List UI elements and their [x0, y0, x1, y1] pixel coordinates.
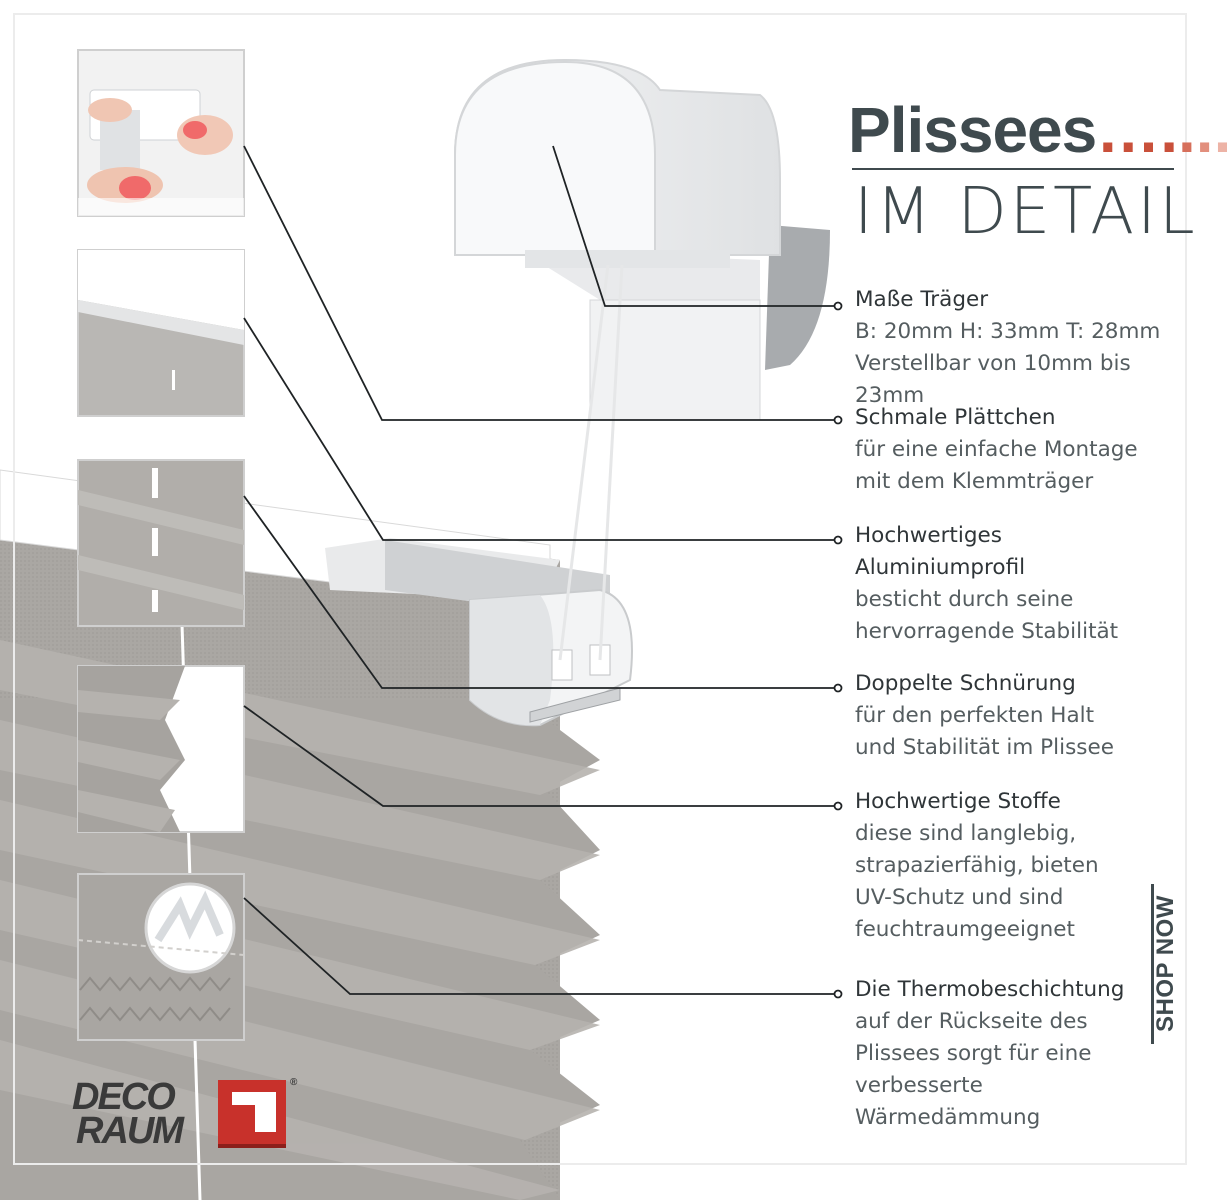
feature-line: Plissees sorgt für eine [855, 1041, 1092, 1066]
feature-line: für eine einfache Montage [855, 437, 1138, 462]
feature-line: UV-Schutz und sind [855, 885, 1064, 910]
shop-now-label[interactable]: SHOP NOW [1152, 895, 1179, 1032]
feature-line: und Stabilität im Plissee [855, 735, 1114, 760]
brand-line-2: RAUM [76, 1110, 182, 1152]
feature-double-cord [855, 668, 1195, 764]
feature-bracket-dimensions [855, 284, 1195, 412]
detail-thumbnail-cords [78, 460, 244, 626]
page-subtitle: IM DETAIL [854, 175, 1198, 249]
page-title [848, 94, 1231, 166]
feature-line: für den perfekten Halt [855, 703, 1095, 728]
brand-logo-text [72, 1076, 298, 1152]
feature-line: B: 20mm H: 33mm T: 28mm [855, 319, 1161, 344]
feature-line: hervorragende Stabilität [855, 619, 1119, 644]
brand-line-1: DECO [72, 1076, 174, 1118]
detail-thumbnail-fabric [78, 666, 244, 832]
title-text: Plissees [848, 94, 1097, 166]
feature-title: Hochwertiges [855, 523, 1002, 548]
feature-fabrics [855, 786, 1195, 946]
title-divider [852, 168, 1174, 170]
feature-title: Doppelte Schnürung [855, 671, 1076, 696]
detail-thumbnail-coating [78, 874, 244, 1040]
feature-title-cont: Aluminiumprofil [855, 555, 1026, 580]
brand-registered-mark: ® [290, 1077, 298, 1088]
feature-line: Wärmedämmung [855, 1105, 1041, 1130]
feature-title: Die Thermobeschichtung [855, 977, 1125, 1002]
feature-line: mit dem Klemmträger [855, 469, 1094, 494]
feature-thermo-coating [855, 974, 1195, 1134]
detail-thumbnail-clip [78, 50, 244, 216]
feature-aluminium-profile [855, 520, 1195, 648]
feature-slim-plates [855, 402, 1195, 498]
feature-line: Verstellbar von 10mm bis 23mm [855, 351, 1131, 408]
feature-line: auf der Rückseite des [855, 1009, 1088, 1034]
feature-title: Schmale Plättchen [855, 405, 1056, 430]
feature-line: verbesserte [855, 1073, 983, 1098]
feature-title: Hochwertige Stoffe [855, 789, 1061, 814]
feature-line: besticht durch seine [855, 587, 1074, 612]
feature-line: strapazierfähig, bieten [855, 853, 1099, 878]
feature-line: feuchtraumgeeignet [855, 917, 1075, 942]
feature-line: diese sind langlebig, [855, 821, 1077, 846]
title-dots: ….... [1096, 94, 1231, 166]
detail-thumbnail-rail [78, 250, 244, 416]
feature-title: Maße Träger [855, 287, 989, 312]
